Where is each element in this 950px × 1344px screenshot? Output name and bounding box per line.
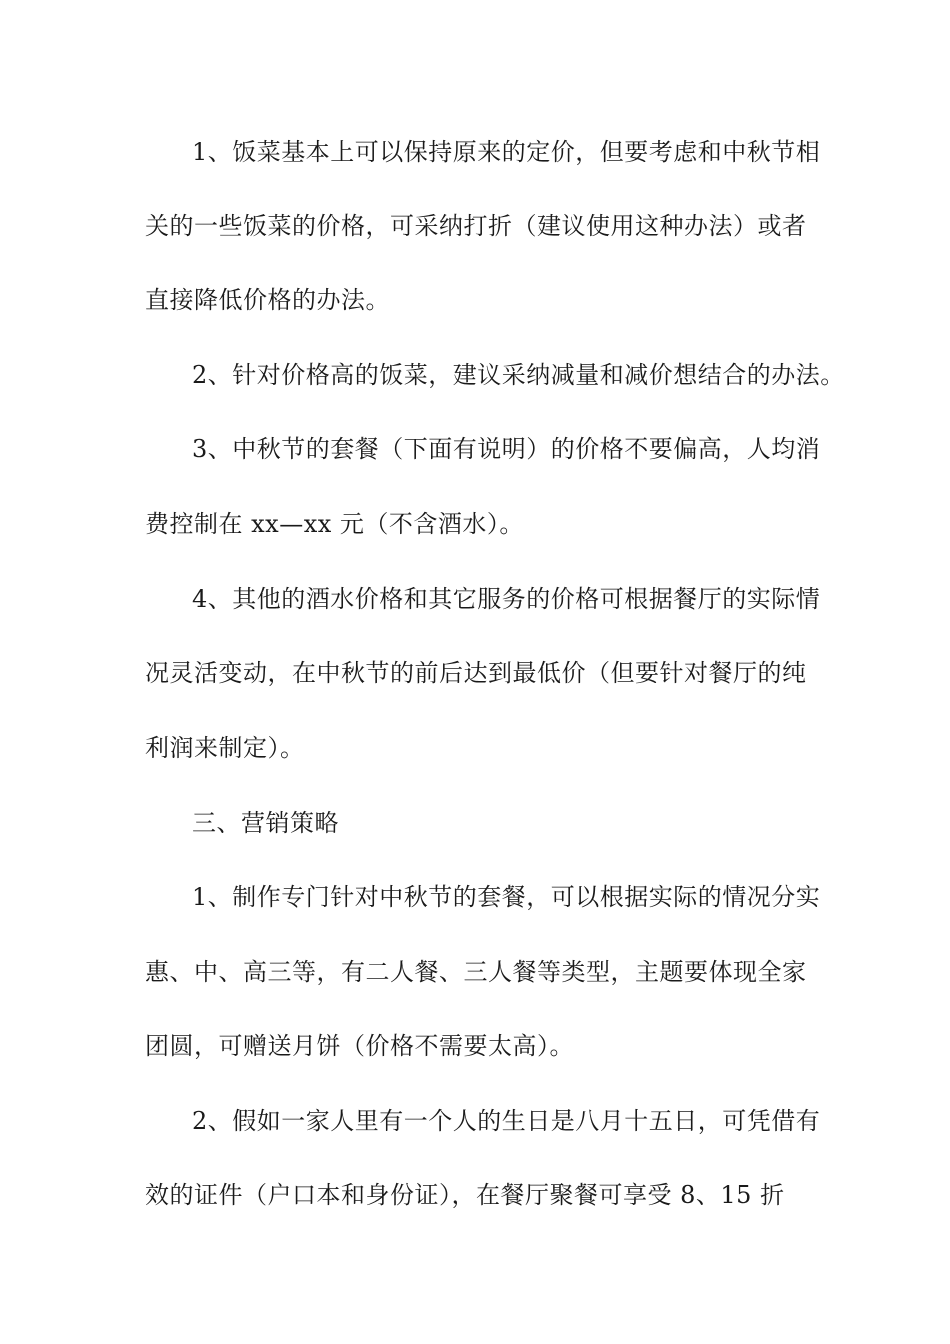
paragraph-5-line-1: 1、制作专门针对中秋节的套餐，可以根据实际的情况分实 bbox=[192, 883, 821, 911]
paragraph-5-line-2: 惠、中、高三等，有二人餐、三人餐等类型，主题要体现全家 bbox=[145, 958, 807, 986]
paragraph-3-line-2: 费控制在 xx—xx 元（不含酒水）。 bbox=[145, 510, 524, 538]
paragraph-3-line-1: 3、中秋节的套餐（下面有说明）的价格不要偏高，人均消 bbox=[192, 435, 821, 463]
paragraph-6-line-1: 2、假如一家人里有一个人的生日是八月十五日，可凭借有 bbox=[192, 1107, 821, 1135]
paragraph-1-line-3: 直接降低价格的办法。 bbox=[145, 286, 390, 314]
paragraph-4-line-3: 利润来制定）。 bbox=[145, 734, 305, 762]
paragraph-4-line-2: 况灵活变动，在中秋节的前后达到最低价（但要针对餐厅的纯 bbox=[145, 659, 807, 687]
paragraph-4-line-1: 4、其他的酒水价格和其它服务的价格可根据餐厅的实际情 bbox=[192, 585, 821, 613]
paragraph-2-line-1: 2、针对价格高的饭菜，建议采纳减量和减价想结合的办法。 bbox=[192, 361, 845, 389]
section-heading: 三、营销策略 bbox=[192, 809, 339, 837]
paragraph-1-line-1: 1、饭菜基本上可以保持原来的定价，但要考虑和中秋节相 bbox=[192, 138, 821, 166]
paragraph-5-line-3: 团圆，可赠送月饼（价格不需要太高）。 bbox=[145, 1032, 574, 1060]
paragraph-1-line-2: 关的一些饭菜的价格，可采纳打折（建议使用这种办法）或者 bbox=[145, 212, 807, 240]
paragraph-6-line-2: 效的证件（户口本和身份证），在餐厅聚餐可享受 8、15 折 bbox=[145, 1181, 785, 1209]
